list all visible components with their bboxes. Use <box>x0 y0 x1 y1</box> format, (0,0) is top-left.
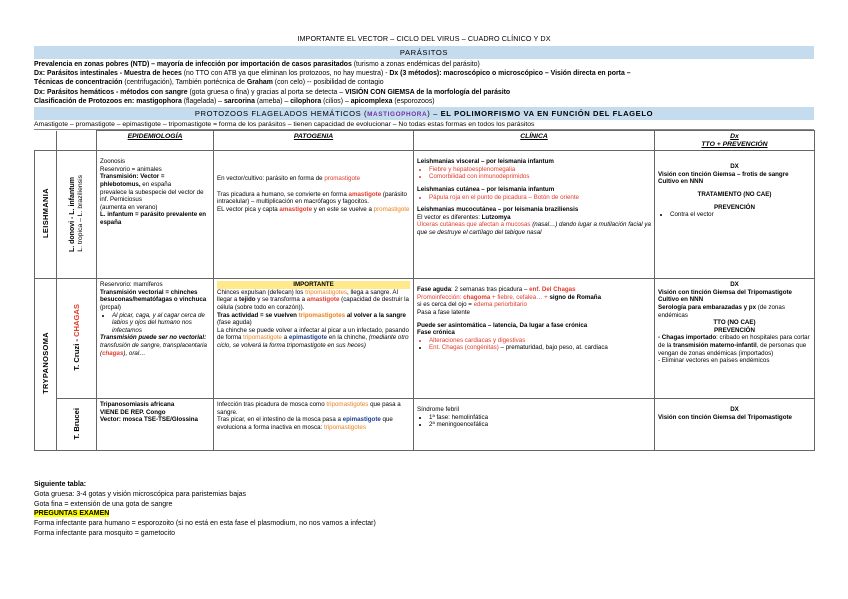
leish-epidemiologia: Zoonosis Reservorio = animales Transmisión: Vector = phlebotomus, en españa prevalece la subespecie del vector de inf. Perniciosus (aumenta en verano) L. infantum = parásito prevalente en españa <box>97 151 214 279</box>
forms-line: Amastigote – promastigote – epimastigote – tripomastigote = forma de los parásitos – tienen capacidad de evolucionar – No todas estas formas en todos los parásitos <box>34 120 814 130</box>
table-row-cruzi <box>35 279 815 399</box>
table-row-leishmania <box>35 151 815 279</box>
intro-line-2: Dx: Parásitos intestinales - Muestra de heces (no TTO con ATB ya que eliminan los protozoos, no hay muestra) - Dx (3 métodos): macroscópico o microscópico – Visión directa en porta – <box>34 70 631 78</box>
intro-line-1: Prevalencia en zonas pobres (NTD) – mayoría de infección por importación de casos parasitados (turismo a zonas endémicas del parásito) <box>34 61 480 68</box>
header-patogenia: PATOGENIA <box>214 131 414 151</box>
parasites-table <box>34 130 815 451</box>
genus-leishmania: LEISHMANIA <box>35 151 57 279</box>
protozoos-band: PROTOZOOS FLAGELADOS HEMÁTICOS (MASTIGOPHORA) – EL POLIMORFISMO VA EN FUNCIÓN DEL FLAGELO <box>34 107 814 120</box>
footer-gota-gruesa: Gota gruesa: 3-4 gotas y visión microscópica para paristemias bajas <box>34 490 247 498</box>
document-page <box>34 34 814 451</box>
parasitos-band: PARÁSITOS <box>34 46 814 59</box>
cruzi-dx: DX Visión con tinción Giemsa del Tripomastigote Cultivo en NNN Serología para embarazadas y px (de zonas endémicas TTO (NO CAE) PREVENCIÓN - Chagas importado: cribado en hospitales para cortar de la transmisión materno-infantil, de personas que vengan de zonas endémicas (importados) - Eliminar vectores en países endémicos <box>655 279 815 399</box>
footer-next-table: Siguiente tabla: <box>34 481 87 488</box>
cruzi-epidemiologia: Reservorio: mamíferos Transmisión vectorial = chinches besuconas/hematófagas o vinchuca (prcpal) • Al picar, caga, y al cagar cerca de labios y ojos del humano nos infectamos Transmisión puede ser no vectorial: transfusión de sangre, transplacentaria (chagas), oral… <box>97 279 214 399</box>
intro-line-4: Dx: Parásitos hemáticos - métodos con sangre (gota gruesa o fina) y gracias al porta se detecta – VISIÓN CON GIEMSA de la morfología del parásito <box>34 88 511 96</box>
footer-notes <box>34 480 376 539</box>
footer-preguntas-examen: PREGUNTAS EXAMEN <box>34 510 110 518</box>
cruzi-patogenia: IMPORTANTE Chinces expulsan (defecan) los tripomastigotes, llega a sangre. Al llegar a tejido y se transforma a amastigote (capacidad de destruir la célula (sobre todo en corazón)). Tras actividad = se vuelven tripomastigotes al volver a la sangre (fase aguda) La chinche se puede volver a infectar al picar a un infectado, pasando de forma tripomastigote a epimastigote en la chinche, (mediante otro ciclo, se volverá la forma tripomastigote en sus heces) <box>214 279 414 399</box>
table-row-brucei <box>35 399 815 451</box>
cruzi-clinica: Fase aguda: 2 semanas tras picadura – enf. Del Chagas Promoinfección: chagoma + fiebre, cefalea… + signo de Romaña si es cerca del ojo = edema periorbitario Pasa a fase latente Puede ser asintomática – latencia, Da lugar a fase crónica Fase crónica • Alteraciones cardiacas y digestivas • Ent. Chagas (congénitas) – prematuridad, bajo peso, at. cardiaca <box>414 279 655 399</box>
brucei-clinica: Síndrome febril • 1ª fase: hemolinfática • 2ª meningoencefálica <box>414 399 655 451</box>
footer-forma-mosquito: Forma infectante para mosquito = gametocito <box>34 529 176 537</box>
brucei-epidemiologia: Tripanosomiasis africana VIENE DE REP. Congo Vector: mosca TSE-TSE/Glossina <box>97 399 214 451</box>
importante-label: IMPORTANTE <box>217 281 410 289</box>
leish-clinica: Leishmanias visceral – por leismania infantum • Fiebre y hepatoesplenomegalia • Comorbilidad con inmunodeprimidos Leishmanias cutánea – por leismania infantum • Pápula roja en el punto de picadura – Botón de oriente Leishmanias mucocutánea – por leismania braziliensis El vector es diferentes: Lutzomya Úlceras cutáneas que afectan a mucosas (nasal…) dando lugar a mutilación facial ya que se destruye el cartílago del tabique nasal <box>414 151 655 279</box>
header-dx: Dx TTO + PREVENCIÓN <box>655 131 815 151</box>
species-leishmania: L. donovi - L. infantumL. tropica – L. braziliensis <box>57 151 97 279</box>
header-clinica: CLÍNICA <box>414 131 655 151</box>
intro-line-3: Técnicas de concentración (centrifugación), También portécnica de Graham (con celo) -- posibilidad de contagio <box>34 79 384 87</box>
footer-forma-humano: Forma infectante para humano = esporozoito (si no está en esta fase el plasmodium, no nos vamos a infectar) <box>34 520 376 528</box>
species-brucei: T. Brucei <box>57 399 97 451</box>
leish-patogenia: En vector/cultivo: parásito en forma de promastigote Tras picadura a humano, se convierte en forma amastigote (parásito intracelular) – multiplicación en macrófagos y fagocitos. EL vector pica y capta amastigote y en este se vuelve a promastigote <box>214 151 414 279</box>
brucei-patogenia: Infección tras picadura de mosca como tripomastigotes que pasa a sangre. Tras picar, en el intestino de la mosca pasa a epimastigote que evoluciona a forma inactiva en mosca: tripomastigotes <box>214 399 414 451</box>
mastigophora-label: MASTIGOPHORA <box>367 111 428 119</box>
intro-line-5: Clasificación de Protozoos en: mastigophora (flagelada) – sarcorina (ameba) – cilophora (cilios) – apicomplexa (esporozoos) <box>34 97 435 105</box>
leish-dx: DX Visión con tinción Giemsa – frotis de sangre Cultivo en NNN TRATAMIENTO (NO CAE) PREVENCIÓN • Contra el vector <box>655 151 815 279</box>
species-cruzi: T. Cruzi - CHAGAS <box>57 279 97 399</box>
footer-gota-fina: Gota fina = extensión de una gota de sangre <box>34 500 173 508</box>
brucei-dx: DX Visión con tinción Giemsa del Tripomastigote <box>655 399 815 451</box>
table-header-row <box>35 131 815 151</box>
header-epidemiologia: EPIDEMIOLOGÍA <box>97 131 214 151</box>
genus-trypanosoma: TRYPANOSOMA <box>35 279 57 451</box>
page-title: IMPORTANTE EL VECTOR – CICLO DEL VIRUS – CUADRO CLÍNICO Y DX <box>297 34 551 43</box>
intro-block <box>34 59 814 107</box>
